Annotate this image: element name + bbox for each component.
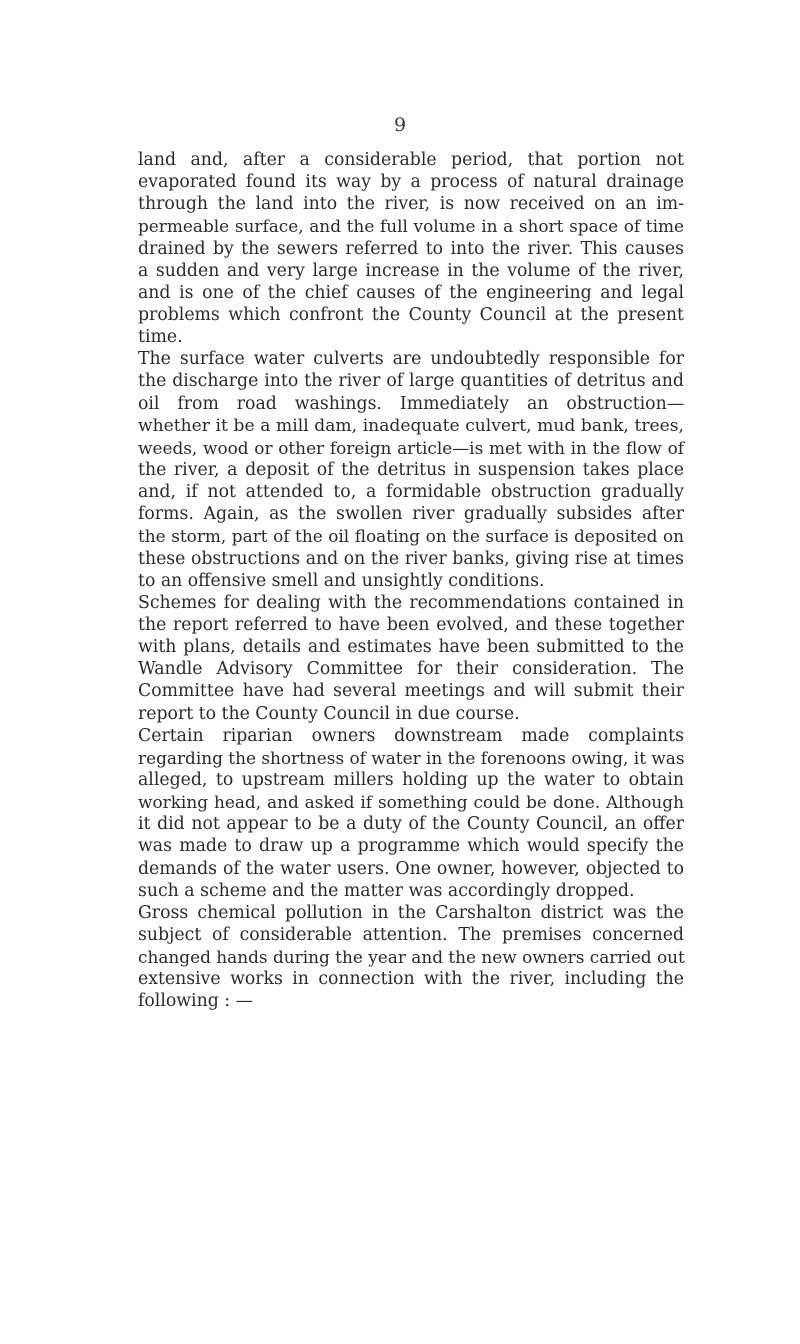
text-line: time. bbox=[138, 327, 183, 348]
text-line: regarding the shortness of water in the forenoons owing, it was bbox=[138, 747, 685, 768]
text-line: the river, a deposit of the detritus in suspension takes place bbox=[138, 459, 684, 480]
text-line: oil from road washings. Immediately an obstruction— bbox=[138, 393, 684, 414]
text-line: such a scheme and the matter was accordingly dropped. bbox=[138, 880, 635, 901]
text-line: drained by the sewers referred to into the river. This causes bbox=[138, 238, 684, 259]
text-line: a sudden and very large increase in the volume of the river, bbox=[138, 260, 684, 281]
text-line: was made to draw up a programme which would specify the bbox=[138, 836, 684, 857]
text-line: working head, and asked if something could be done. Although bbox=[138, 792, 684, 813]
text-line: it did not appear to be a duty of the County Council, an offer bbox=[138, 814, 684, 835]
text-line: Schemes for dealing with the recommendations contained in bbox=[138, 592, 684, 613]
text-line: and is one of the chief causes of the engineering and legal bbox=[138, 282, 684, 303]
text-line: the storm, part of the oil floating on the surface is deposited on bbox=[138, 526, 684, 547]
text-line: following : — bbox=[138, 991, 253, 1012]
text-line: to an offensive smell and unsightly conditions. bbox=[138, 570, 545, 591]
text-line: the report referred to have been evolved, and these together bbox=[138, 614, 684, 635]
text-line: report to the County Council in due course. bbox=[138, 703, 520, 724]
text-line: The surface water culverts are undoubtedly responsible for bbox=[138, 349, 684, 370]
text-line: these obstructions and on the river banks, giving rise at times bbox=[138, 548, 684, 569]
text-line: the discharge into the river of large quantities of detritus and bbox=[138, 371, 684, 392]
text-line: Committee have had several meetings and will submit their bbox=[138, 681, 684, 702]
text-line: evaporated found its way by a process of natural drainage bbox=[138, 172, 684, 193]
body-text bbox=[138, 149, 684, 1012]
text-line: extensive works in connection with the river, including the bbox=[138, 969, 684, 990]
text-line: and, if not attended to, a formidable obstruction gradually bbox=[138, 482, 684, 503]
text-line: Wandle Advisory Committee for their consideration. The bbox=[138, 659, 684, 680]
text-line: with plans, details and estimates have been submitted to the bbox=[138, 637, 684, 658]
text-line: Gross chemical pollution in the Carshalton district was the bbox=[138, 902, 684, 923]
text-line: Certain riparian owners downstream made complaints bbox=[138, 725, 684, 746]
text-line: demands of the water users. One owner, however, objected to bbox=[138, 858, 684, 879]
text-line: alleged, to upstream millers holding up the water to obtain bbox=[138, 769, 684, 790]
text-line: through the land into the river, is now received on an im- bbox=[138, 194, 684, 215]
page-number: 9 bbox=[393, 114, 407, 136]
text-line: weeds, wood or other foreign article—is met with in the flow of bbox=[138, 437, 684, 458]
text-line: problems which confront the County Council at the present bbox=[138, 304, 684, 325]
text-line: whether it be a mill dam, inadequate culvert, mud bank, trees, bbox=[138, 415, 684, 436]
text-line: land and, after a considerable period, that portion not bbox=[138, 150, 684, 170]
text-line: permeable surface, and the full volume in a short space of time bbox=[138, 216, 684, 237]
text-line: changed hands during the year and the new owners carried out bbox=[138, 947, 685, 968]
text-line: forms. Again, as the swollen river gradually subsides after bbox=[138, 504, 684, 525]
text-line: subject of considerable attention. The premises concerned bbox=[138, 924, 684, 945]
